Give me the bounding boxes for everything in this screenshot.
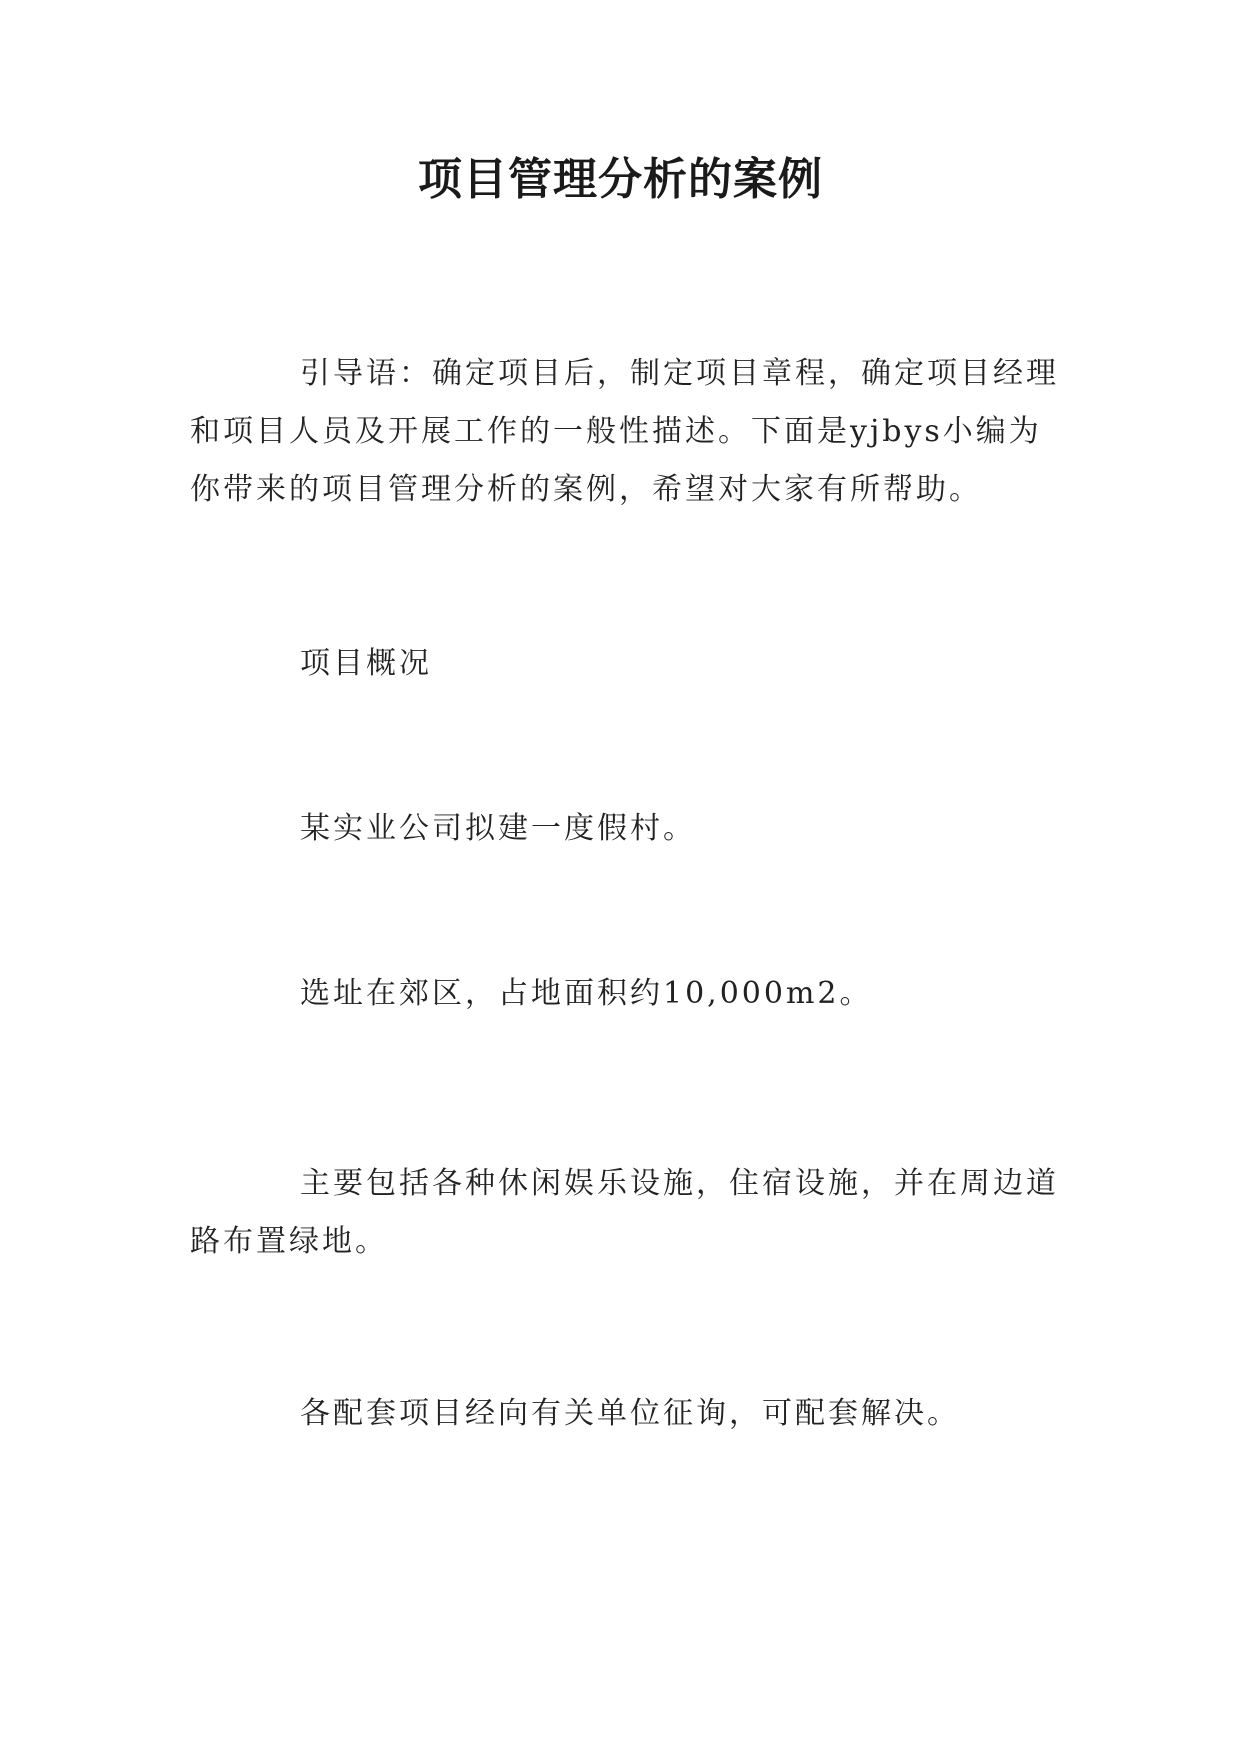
intro-paragraph: 引导语：确定项目后，制定项目章程，确定项目经理和项目人员及开展工作的一般性描述。下面是yjbys小编为你带来的项目管理分析的案例，希望对大家有所帮助。 xyxy=(190,356,1059,507)
section-heading-project-overview: 项目概况 xyxy=(300,646,432,681)
paragraph-supporting-projects: 各配套项目经向有关单位征询，可配套解决。 xyxy=(300,1396,960,1431)
paragraph-facilities: 主要包括各种休闲娱乐设施，住宿设施，并在周边道路布置绿地。 xyxy=(190,1166,1059,1259)
paragraph-company: 某实业公司拟建一度假村。 xyxy=(300,811,696,846)
paragraph-site: 选址在郊区，占地面积约10,000m2。 xyxy=(300,976,873,1011)
document-title: 项目管理分析的案例 xyxy=(418,154,823,205)
